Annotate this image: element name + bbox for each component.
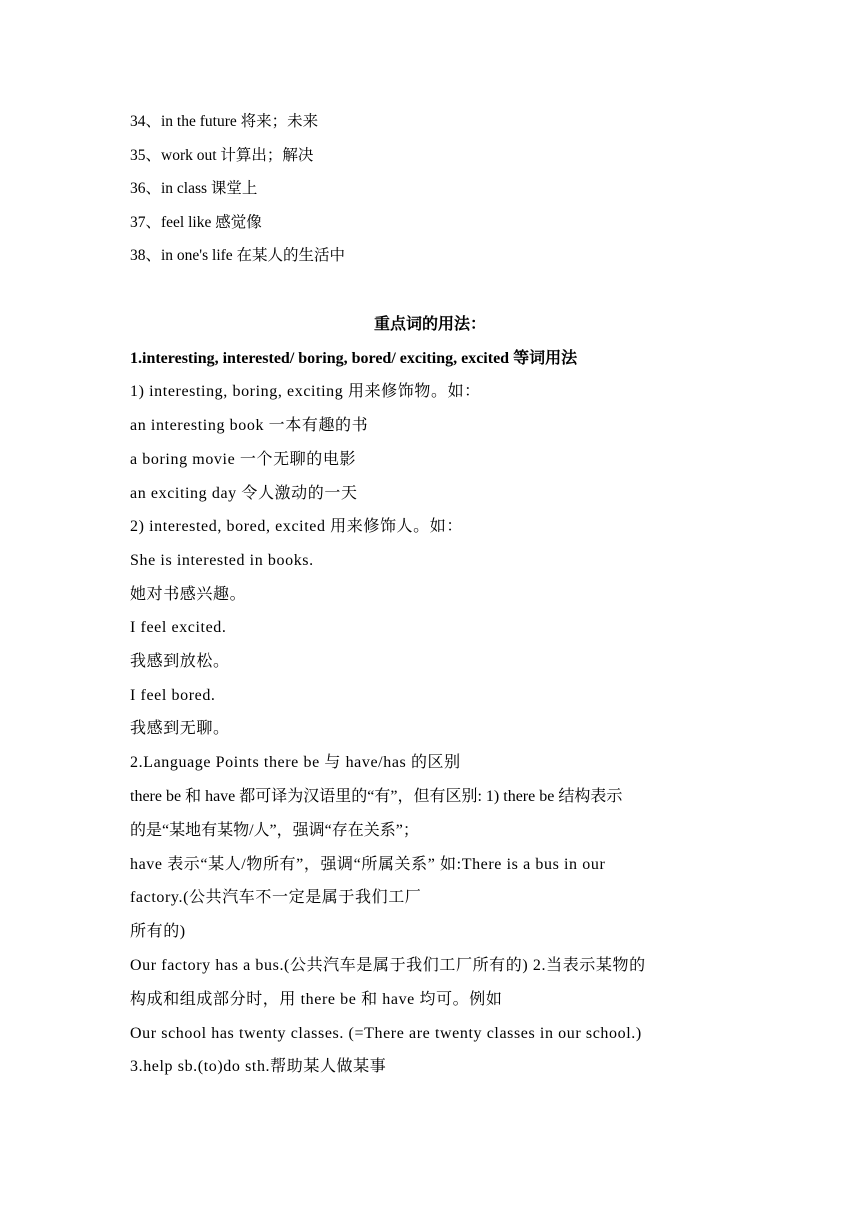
point1-example2: a boring movie 一个无聊的电影 — [130, 451, 357, 468]
point1-example6-en: I feel bored. — [130, 687, 216, 704]
vocab-item-36: 36、in class 课堂上 — [130, 180, 258, 197]
point2-line8: Our school has twenty classes. (=There are twenty classes in our school.) — [130, 1025, 642, 1042]
point1-example5-en: I feel excited. — [130, 619, 227, 636]
section-title: 重点词的用法： — [373, 316, 486, 333]
vocab-item-37: 37、feel like 感觉像 — [130, 214, 262, 231]
point2-line7: 构成和组成部分时，用 there be 和 have 均可。例如 — [130, 991, 503, 1008]
point1-rule1: 1) interesting, boring, exciting 用来修饰物。如： — [130, 383, 481, 400]
vocab-item-38: 38、in one's life 在某人的生活中 — [130, 247, 346, 264]
point1-example1: an interesting book 一本有趣的书 — [130, 417, 369, 434]
point3-title: 3.help sb.(to)do sth.帮助某人做某事 — [130, 1058, 387, 1075]
point2-line3: have 表示“某人/物所有”，强调“所属关系” 如:There is a bus in our — [130, 856, 606, 873]
point2-line4: factory.(公共汽车不一定是属于我们工厂 — [130, 889, 422, 906]
point2-line6: Our factory has a bus.(公共汽车是属于我们工厂所有的) 2.当表示某物的 — [130, 957, 646, 974]
point1-example6-zh: 我感到无聊。 — [130, 720, 230, 737]
point2-line2: 的是“某地有某物/人”，强调“存在关系”； — [130, 822, 419, 839]
point1-title: 1.interesting, interested/ boring, bored/ exciting, excited 等词用法 — [130, 350, 578, 367]
point1-example3: an exciting day 令人激动的一天 — [130, 485, 358, 502]
vocab-item-34: 34、in the future 将来；未来 — [130, 113, 319, 130]
point2-title: 2.Language Points there be 与 have/has 的区别 — [130, 754, 461, 771]
vocab-item-35: 35、work out 计算出；解决 — [130, 147, 314, 164]
point2-line1: there be 和 have 都可译为汉语里的“有”，但有区别: 1) there be 结构表示 — [130, 788, 623, 805]
point1-rule2: 2) interested, bored, excited 用来修饰人。如： — [130, 518, 463, 535]
point2-line5: 所有的) — [130, 923, 186, 940]
point1-example5-zh: 我感到放松。 — [130, 653, 230, 670]
point1-example4-zh: 她对书感兴趣。 — [130, 586, 247, 603]
point1-example4-en: She is interested in books. — [130, 552, 314, 569]
